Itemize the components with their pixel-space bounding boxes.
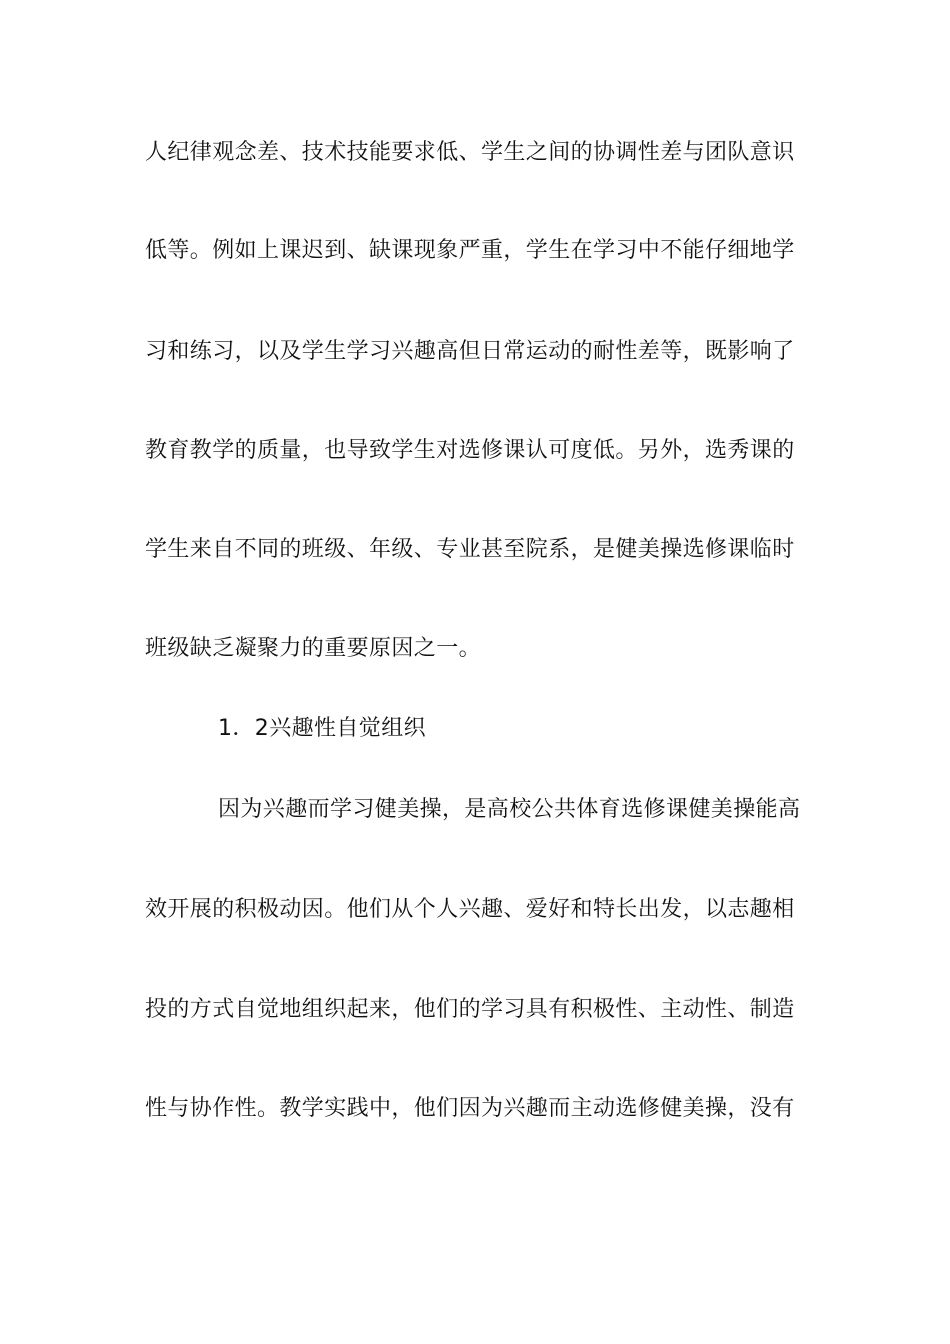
- paragraph-line: 投的方式自觉地组织起来，他们的学习具有积极性、主动性、制造: [145, 997, 795, 1022]
- paragraph-line: 效开展的积极动因。他们从个人兴趣、爱好和特长出发，以志趣相: [145, 897, 795, 922]
- paragraph-line: 教育教学的质量，也导致学生对选修课认可度低。另外，选秀课的: [145, 438, 795, 463]
- paragraph-line: 因为兴趣而学习健美操，是高校公共体育选修课健美操能高: [218, 797, 801, 822]
- paragraph-line: 班级缺乏凝聚力的重要原因之一。: [145, 636, 482, 661]
- paragraph-line: 低等。例如上课迟到、缺课现象严重，学生在学习中不能仔细地学: [145, 238, 795, 263]
- paragraph-line: 人纪律观念差、技术技能要求低、学生之间的协调性差与团队意识: [145, 140, 795, 165]
- paragraph-line: 习和练习，以及学生学习兴趣高但日常运动的耐性差等，既影响了: [145, 339, 795, 364]
- section-heading: 1．2兴趣性自觉组织: [218, 716, 426, 741]
- paragraph-line: 性与协作性。教学实践中，他们因为兴趣而主动选修健美操，没有: [145, 1096, 795, 1121]
- paragraph-line: 学生来自不同的班级、年级、专业甚至院系，是健美操选修课临时: [145, 537, 795, 562]
